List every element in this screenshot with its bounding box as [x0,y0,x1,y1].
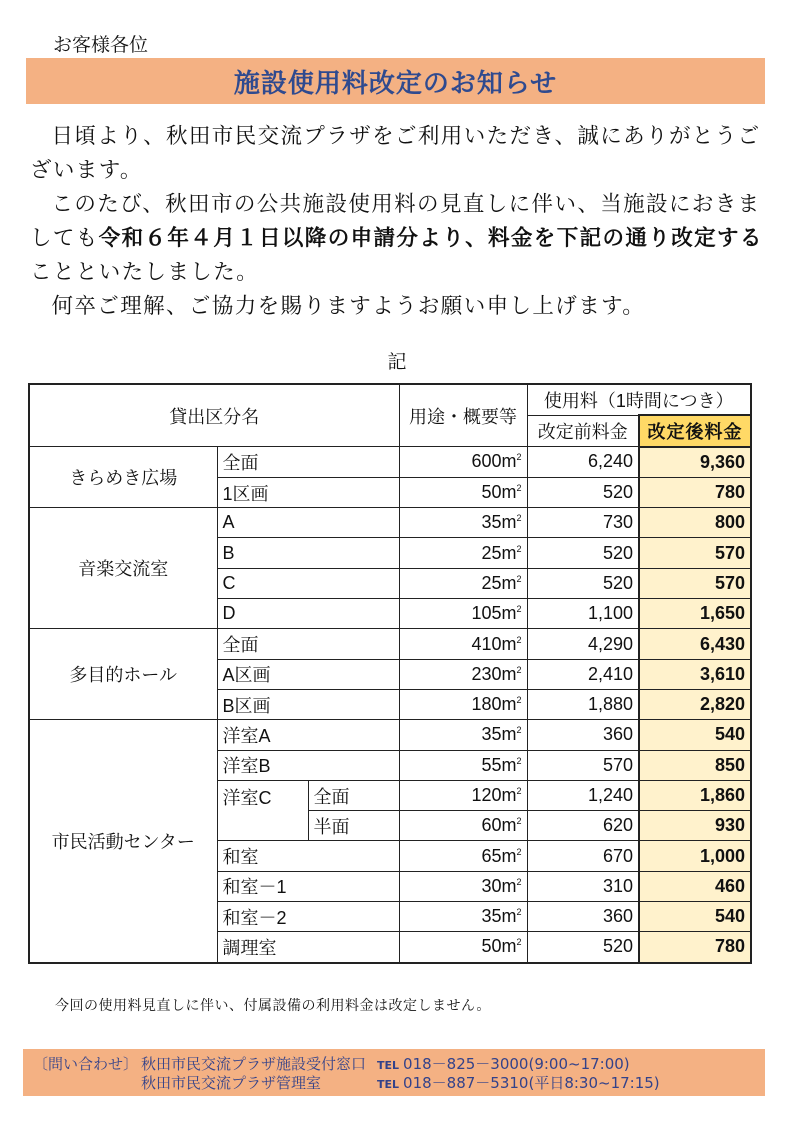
fee-before: 6,240 [527,447,639,478]
fee-after: 1,650 [639,599,751,629]
room-subdivision: 全面 [308,780,399,810]
fee-after: 1,860 [639,780,751,810]
room-name: B [217,538,399,568]
room-name: 洋室A [217,720,399,750]
room-name: 1区画 [217,477,399,507]
fee-before: 2,410 [527,659,639,689]
room-name: A [217,508,399,538]
page-title: 施設使用料改定のお知らせ [233,68,558,99]
contact-tel: 018－825－3000(9:00~17:00) [403,1055,630,1073]
contact-label: 〔問い合わせ〕 [33,1055,139,1073]
area-cell: $35m^2$ [399,902,527,932]
area-cell: $120m^2$ [399,780,527,810]
fee-after: 850 [639,750,751,780]
tel-icon: TEL [377,1059,400,1072]
revision-text-post: ことといたしました。 [30,260,260,285]
area-cell: $55m^2$ [399,750,527,780]
footnote: 今回の使用料見直しに伴い、付属設備の利用料金は改定しません。 [55,998,491,1014]
facility-name: 多目的ホール [29,629,217,720]
contact-org: 秋田市民交流プラザ施設受付窓口 [141,1055,367,1073]
room-name: 調理室 [217,932,399,963]
room-name: 洋室B [217,750,399,780]
fee-after: 2,820 [639,689,751,719]
room-name: 和室－2 [217,902,399,932]
fee-before: 520 [527,932,639,963]
fee-after: 6,430 [639,629,751,659]
fee-before: 730 [527,508,639,538]
contact-org: 秋田市民交流プラザ管理室 [141,1074,322,1092]
fee-before: 4,290 [527,629,639,659]
addressee: お客様各位 [53,34,149,56]
header-after: 改定後料金 [639,415,751,446]
fee-after: 540 [639,902,751,932]
table-row [29,720,751,750]
paragraph-closing: 何卒ご理解、ご協力を賜りますようお願い申し上げます。 [51,294,646,319]
fee-before: 360 [527,902,639,932]
notice-body [30,120,770,324]
tel-icon: TEL [377,1078,400,1091]
area-cell: $60m^2$ [399,811,527,841]
fee-table [28,383,752,964]
fee-after: 780 [639,477,751,507]
room-name: 全面 [217,629,399,659]
header-usage: 用途・概要等 [399,384,527,447]
facility-name: きらめき広場 [29,447,217,508]
fee-before: 360 [527,720,639,750]
revision-text-pre: このたび、秋田市の公共施設使用料の見直しに伴い、当施設におきましても [30,192,761,251]
fee-before: 520 [527,568,639,598]
header-before: 改定前料金 [527,415,639,446]
area-cell: $50m^2$ [399,477,527,507]
area-cell: $25m^2$ [399,538,527,568]
header-name: 貸出区分名 [29,384,399,447]
area-cell: $50m^2$ [399,932,527,963]
room-name: 全面 [217,447,399,478]
area-cell: $35m^2$ [399,508,527,538]
table-row [29,629,751,659]
header-fee-group: 使用料（1時間につき） [527,384,751,415]
table-row [29,508,751,538]
area-cell: $410m^2$ [399,629,527,659]
fee-before: 520 [527,477,639,507]
fee-before: 520 [527,538,639,568]
fee-before: 1,100 [527,599,639,629]
fee-after: 3,610 [639,659,751,689]
paragraph-greeting: 日頃より、秋田市民交流プラザをご利用いただき、誠にありがとうございます。 [30,124,761,183]
fee-before: 570 [527,750,639,780]
room-name: 洋室C [217,780,308,841]
fee-after: 570 [639,538,751,568]
title-band [26,58,765,104]
room-subdivision: 半面 [308,811,399,841]
ki-heading: 記 [387,351,407,373]
fee-before: 1,240 [527,780,639,810]
fee-before: 310 [527,871,639,901]
fee-after: 460 [639,871,751,901]
facility-name: 音楽交流室 [29,508,217,629]
fee-after: 800 [639,508,751,538]
area-cell: $30m^2$ [399,871,527,901]
room-name: D [217,599,399,629]
table-row [29,447,751,478]
contact-tel: 018－887－5310(平日8:30~17:15) [403,1074,660,1092]
room-name: 和室 [217,841,399,871]
room-name: 和室－1 [217,871,399,901]
area-cell: $105m^2$ [399,599,527,629]
area-cell: $65m^2$ [399,841,527,871]
area-cell: $35m^2$ [399,720,527,750]
revision-text-bold: 令和６年４月１日以降の申請分より、料金を下記の通り改定する [98,226,763,251]
fee-after: 780 [639,932,751,963]
contact-band [23,1049,765,1096]
fee-after: 930 [639,811,751,841]
fee-after: 570 [639,568,751,598]
facility-name: 市民活動センター [29,720,217,963]
fee-before: 620 [527,811,639,841]
area-cell: $25m^2$ [399,568,527,598]
fee-after: 1,000 [639,841,751,871]
fee-after: 540 [639,720,751,750]
area-cell: $230m^2$ [399,659,527,689]
fee-before: 670 [527,841,639,871]
area-cell: $600m^2$ [399,447,527,478]
room-name: B区画 [217,689,399,719]
fee-before: 1,880 [527,689,639,719]
paragraph-revision [30,188,770,290]
room-name: C [217,568,399,598]
contact-row [33,1073,660,1095]
fee-after: 9,360 [639,447,751,478]
area-cell: $180m^2$ [399,689,527,719]
room-name: A区画 [217,659,399,689]
